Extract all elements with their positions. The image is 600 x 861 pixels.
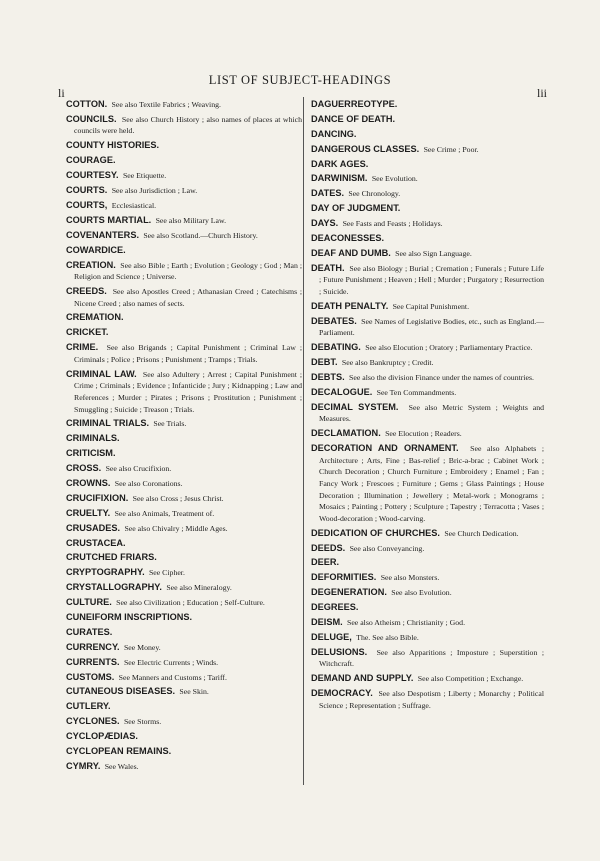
entry-heading: CROSS.: [66, 463, 102, 474]
entry-heading: DATES.: [311, 188, 345, 199]
entry-heading: CRUELTY.: [66, 507, 111, 518]
entry-heading: CUTLERY.: [66, 701, 111, 712]
subject-heading-entry: [66, 627, 302, 639]
subject-heading-entry: [66, 312, 302, 324]
subject-heading-entry: [66, 672, 302, 684]
subject-heading-entry: [66, 567, 302, 579]
entry-reference: See Manners and Customs ; Tariff.: [118, 672, 227, 682]
entry-heading: DECORATION AND ORNAMENT.: [311, 443, 459, 454]
entry-heading: DEBTS.: [311, 372, 345, 383]
entry-heading: CRUSTACEA.: [66, 537, 126, 548]
subject-heading-entry: [66, 508, 302, 520]
entry-reference: See Storms.: [123, 717, 162, 727]
entry-reference: See also Jurisdiction ; Law.: [111, 186, 198, 196]
entry-heading: CRUCIFIXION.: [66, 492, 129, 503]
subject-heading-entry: [66, 155, 302, 167]
entry-heading: DEBATING.: [311, 342, 361, 353]
entry-heading: DECALOGUE.: [311, 386, 373, 397]
entry-heading: CRIMINAL LAW.: [66, 368, 137, 379]
subject-heading-entry: [66, 245, 302, 257]
entry-reference: See also Apostles Creed ; Athanasian Creed ; Catechisms ; Nicene Creed ; also names of sects.: [74, 286, 303, 308]
subject-heading-entry: [66, 478, 302, 490]
subject-heading-entry: [66, 493, 302, 505]
entry-heading: DANGEROUS CLASSES.: [311, 143, 420, 154]
subject-heading-entry: [66, 642, 302, 654]
entry-reference: See also the division Finance under the names of countries.: [349, 373, 534, 383]
subject-heading-entry: [66, 114, 302, 137]
entry-heading: DEBT.: [311, 357, 338, 368]
subject-heading-entry: [311, 114, 544, 126]
entry-heading: CRIMINAL TRIALS.: [66, 418, 150, 429]
entry-reference: See also Evolution.: [391, 588, 452, 598]
subject-heading-entry: [66, 731, 302, 743]
entry-reference: See also Atheism ; Christianity ; God.: [347, 617, 466, 627]
entry-reference: See Skin.: [179, 687, 209, 697]
entry-heading: CUNEIFORM INSCRIPTIONS.: [66, 611, 193, 622]
subject-heading-entry: [311, 159, 544, 171]
entry-heading: CREATION.: [66, 259, 116, 270]
subject-heading-entry: [311, 528, 544, 540]
subject-heading-entry: [311, 372, 544, 384]
column-divider: [303, 97, 304, 785]
subject-heading-entry: [311, 173, 544, 185]
entry-heading: DEACONESSES.: [311, 233, 385, 244]
right-column: [311, 99, 544, 715]
entry-reference: See also Monsters.: [380, 573, 440, 583]
entry-heading: DEER.: [311, 557, 340, 568]
subject-heading-entry: [66, 612, 302, 624]
subject-heading-entry: [66, 448, 302, 460]
entry-heading: CREMATION.: [66, 312, 124, 323]
entry-heading: CRITICISM.: [66, 448, 116, 459]
subject-heading-entry: [311, 233, 544, 245]
subject-heading-entry: [311, 342, 544, 354]
entry-heading: CYCLONES.: [66, 716, 120, 727]
entry-reference: See also Civilization ; Education ; Self-Culture.: [116, 598, 265, 608]
entry-heading: DARWINISM.: [311, 173, 368, 184]
entry-heading: CROWNS.: [66, 477, 111, 488]
entry-reference: See also Conveyancing.: [349, 543, 425, 553]
entry-reference: See also Cross ; Jesus Christ.: [132, 493, 224, 503]
entry-reference: See also Metric System ; Weights and Measures.: [319, 402, 545, 424]
entry-heading: CURATES.: [66, 626, 113, 637]
entry-heading: CRYPTOGRAPHY.: [66, 567, 145, 578]
entry-heading: COURTS,: [66, 199, 108, 210]
entry-reference: The. See also Bible.: [356, 632, 419, 642]
entry-reference: See also Biology ; Burial ; Cremation ; Funerals ; Future Life ; Future Punishment ; Heaven ; Hell ; Murder ; Purgatory ; Resurrection ; Suicide.: [319, 263, 544, 296]
entry-reference: See Capital Punishment.: [392, 301, 470, 311]
subject-heading-entry: [311, 203, 544, 215]
entry-heading: CYMRY.: [66, 760, 101, 771]
entry-heading: DANCE OF DEATH.: [311, 113, 396, 124]
entry-heading: CURRENCY.: [66, 641, 120, 652]
subject-heading-entry: [66, 597, 302, 609]
entry-heading: CUTANEOUS DISEASES.: [66, 686, 176, 697]
entry-reference: See Cipher.: [148, 568, 185, 578]
subject-heading-entry: [311, 301, 544, 313]
entry-reference: See Church Dedication.: [444, 528, 519, 538]
subject-heading-entry: [66, 170, 302, 182]
entry-reference: See Wales.: [104, 761, 139, 771]
entry-heading: DEDICATION OF CHURCHES.: [311, 527, 440, 538]
entry-reference: See also Elocution ; Oratory ; Parliamentary Practice.: [365, 343, 533, 353]
entry-reference: See Electric Currents ; Winds.: [123, 657, 219, 667]
entry-heading: CYCLOPEAN REMAINS.: [66, 746, 172, 756]
entry-reference: See also Scotland.—Church History.: [143, 230, 258, 240]
subject-heading-entry: [66, 523, 302, 535]
entry-heading: CURRENTS.: [66, 656, 120, 667]
subject-heading-entry: [66, 552, 302, 564]
entry-reference: See Money.: [123, 642, 161, 652]
entry-heading: COURAGE.: [66, 155, 116, 166]
entry-heading: DEBATES.: [311, 315, 357, 326]
subject-heading-entry: [311, 587, 544, 599]
entry-reference: See also Alphabets ; Architecture ; Arts, Fine ; Bas-relief ; Bric-a-brac ; Cabinet Work ; Church Decoration ; Church Furniture ; Embroidery ; Enamel ; Fan ; Fancy Work ; Frescoes ; Furniture ; Gems ; Glass Paintings ; House Decoration ; Illumination ; Jewellery ; Metal-work ; Monograms ; Mosaics ; Painting ; Pottery ; Sculpture ; Tapestry ; Terracotta ; Vases ; Wood-decoration ; Wood-carving.: [319, 444, 545, 523]
page-title: LIST OF SUBJECT-HEADINGS: [208, 73, 392, 87]
entry-reference: See also Brigands ; Capital Punishment ; Criminal Law ; Criminals ; Police ; Prisons ; Punishment ; Tramps ; Trials.: [74, 343, 302, 364]
entry-reference: See also Bible ; Earth ; Evolution ; Geology ; God ; Man ; Religion and Science ; Universe.: [74, 260, 302, 282]
subject-heading-entry: [66, 538, 302, 550]
entry-heading: COWARDICE.: [66, 244, 126, 255]
subject-heading-entry: [311, 144, 544, 156]
subject-heading-entry: [66, 286, 302, 309]
subject-heading-entry: [66, 746, 302, 758]
subject-heading-entry: [66, 215, 302, 227]
subject-heading-entry: [311, 673, 544, 685]
subject-heading-entry: [66, 230, 302, 242]
entry-heading: DEGREES.: [311, 602, 359, 613]
subject-heading-entry: [66, 260, 302, 283]
subject-heading-entry: [311, 557, 544, 569]
entry-heading: DAY OF JUDGMENT.: [311, 203, 401, 214]
entry-reference: See also Crucifixion.: [105, 464, 172, 474]
subject-heading-entry: [311, 218, 544, 230]
entry-heading: COURTS.: [66, 185, 108, 196]
subject-heading-entry: [311, 357, 544, 369]
subject-heading-entry: [66, 99, 302, 111]
entry-reference: See also Church History ; also names of places at which councils were held.: [74, 114, 302, 136]
entry-heading: CRUTCHED FRIARS.: [66, 552, 157, 563]
subject-heading-entry: [311, 387, 544, 399]
entry-heading: COUNCILS.: [66, 113, 117, 124]
page-number-right: lii: [537, 86, 548, 100]
subject-heading-entry: [66, 433, 302, 445]
entry-reference: See Crime ; Poor.: [423, 144, 479, 154]
entry-heading: COURTESY.: [66, 170, 119, 181]
entry-reference: See also Apparitions ; Imposture ; Superstition ; Witchcraft.: [319, 647, 544, 669]
entry-heading: CUSTOMS.: [66, 671, 115, 682]
subject-heading-entry: [311, 572, 544, 584]
subject-heading-entry: [66, 369, 302, 415]
entry-heading: DEISM.: [311, 616, 343, 627]
subject-heading-entry: [311, 688, 544, 711]
entry-reference: See also Competition ; Exchange.: [417, 674, 524, 684]
subject-heading-entry: [311, 617, 544, 629]
entry-heading: DEATH PENALTY.: [311, 300, 389, 311]
entry-heading: DEATH.: [311, 262, 345, 273]
entry-heading: CYCLOPÆDIAS.: [66, 731, 138, 742]
entry-reference: See Chronology.: [348, 189, 401, 199]
entry-heading: DEMOCRACY.: [311, 688, 373, 699]
subject-heading-entry: [311, 129, 544, 141]
entry-heading: DECLAMATION.: [311, 428, 381, 439]
subject-heading-entry: [66, 701, 302, 713]
entry-reference: See also Despotism ; Liberty ; Monarchy ; Political Science ; Representation ; Suffrage.: [319, 689, 544, 710]
entry-reference: See also Chivalry ; Middle Ages.: [124, 523, 228, 533]
entry-heading: CULTURE.: [66, 597, 112, 608]
entry-heading: DARK AGES.: [311, 158, 369, 169]
entry-reference: See also Military Law.: [155, 215, 227, 225]
entry-reference: See also Sign Language.: [395, 248, 472, 258]
subject-heading-entry: [311, 647, 544, 670]
entry-heading: CRICKET.: [66, 327, 109, 338]
entry-reference: See Trials.: [153, 419, 187, 429]
subject-heading-entry: [311, 316, 544, 339]
entry-reference: See also Coronations.: [114, 478, 183, 488]
entry-heading: COVENANTERS.: [66, 229, 139, 240]
entry-reference: See also Mineralogy.: [166, 583, 232, 593]
subject-heading-entry: [66, 185, 302, 197]
entry-reference: See also Adultery ; Arrest ; Capital Punishment ; Crime ; Criminals ; Evidence ; Infanticide ; Jury ; Kidnapping ; Law and References ; Murder ; Pirates ; Prisons ; Prostitution ; Punishment ; Smuggling ; Suicide ; Treason ; Trials.: [74, 369, 303, 414]
subject-heading-entry: [311, 263, 544, 298]
entry-reference: See Elocution ; Readers.: [385, 429, 462, 439]
entry-heading: DELUSIONS.: [311, 646, 368, 657]
subject-heading-entry: [66, 582, 302, 594]
subject-heading-entry: [311, 99, 544, 111]
left-column: [66, 99, 302, 776]
entry-heading: COURTS MARTIAL.: [66, 214, 152, 225]
entry-reference: Ecclesiastical.: [111, 200, 157, 210]
subject-heading-entry: [311, 632, 544, 644]
subject-heading-entry: [66, 463, 302, 475]
entry-reference: See Ten Commandments.: [376, 387, 457, 397]
entry-heading: CRIME.: [66, 342, 99, 353]
entry-reference: See also Bankruptcy ; Credit.: [341, 358, 434, 368]
subject-heading-entry: [66, 342, 302, 365]
entry-heading: CRYSTALLOGRAPHY.: [66, 582, 162, 593]
subject-heading-entry: [66, 418, 302, 430]
subject-heading-entry: [66, 200, 302, 212]
subject-heading-entry: [311, 402, 544, 425]
entry-reference: See also Textile Fabrics ; Weaving.: [111, 100, 221, 109]
entry-heading: DAGUERREOTYPE.: [311, 99, 398, 109]
entry-reference: See Etiquette.: [122, 171, 167, 181]
entry-heading: DECIMAL SYSTEM.: [311, 401, 399, 412]
subject-heading-entry: [66, 686, 302, 698]
entry-heading: CRUSADES.: [66, 522, 121, 533]
subject-heading-entry: [66, 716, 302, 728]
entry-heading: DEGENERATION.: [311, 587, 387, 598]
entry-heading: CREEDS.: [66, 285, 107, 296]
entry-heading: DEEDS.: [311, 542, 346, 553]
entry-reference: See also Animals, Treatment of.: [114, 508, 215, 518]
entry-heading: CRIMINALS.: [66, 433, 120, 444]
subject-heading-entry: [66, 761, 302, 773]
entry-heading: COTTON.: [66, 99, 108, 109]
entry-heading: DEFORMITIES.: [311, 572, 377, 583]
entry-heading: DAYS.: [311, 218, 339, 229]
subject-heading-entry: [311, 543, 544, 555]
entry-reference: See Names of Legislative Bodies, etc., such as England.—Parliament.: [319, 316, 545, 338]
entry-reference: See Fasts and Feasts ; Holidays.: [342, 219, 443, 229]
entry-heading: DEAF AND DUMB.: [311, 247, 391, 258]
subject-heading-entry: [311, 248, 544, 260]
subject-heading-entry: [66, 657, 302, 669]
entry-heading: COUNTY HISTORIES.: [66, 140, 160, 151]
page-number-left: li: [58, 86, 65, 100]
entry-heading: DELUGE,: [311, 631, 352, 642]
subject-heading-entry: [311, 443, 544, 524]
entry-heading: DEMAND AND SUPPLY.: [311, 673, 414, 684]
entry-reference: See Evolution.: [371, 174, 418, 184]
subject-heading-entry: [66, 327, 302, 339]
subject-heading-entry: [311, 428, 544, 440]
entry-heading: DANCING.: [311, 128, 357, 139]
subject-heading-entry: [311, 188, 544, 200]
subject-heading-entry: [311, 602, 544, 614]
subject-heading-entry: [66, 140, 302, 152]
